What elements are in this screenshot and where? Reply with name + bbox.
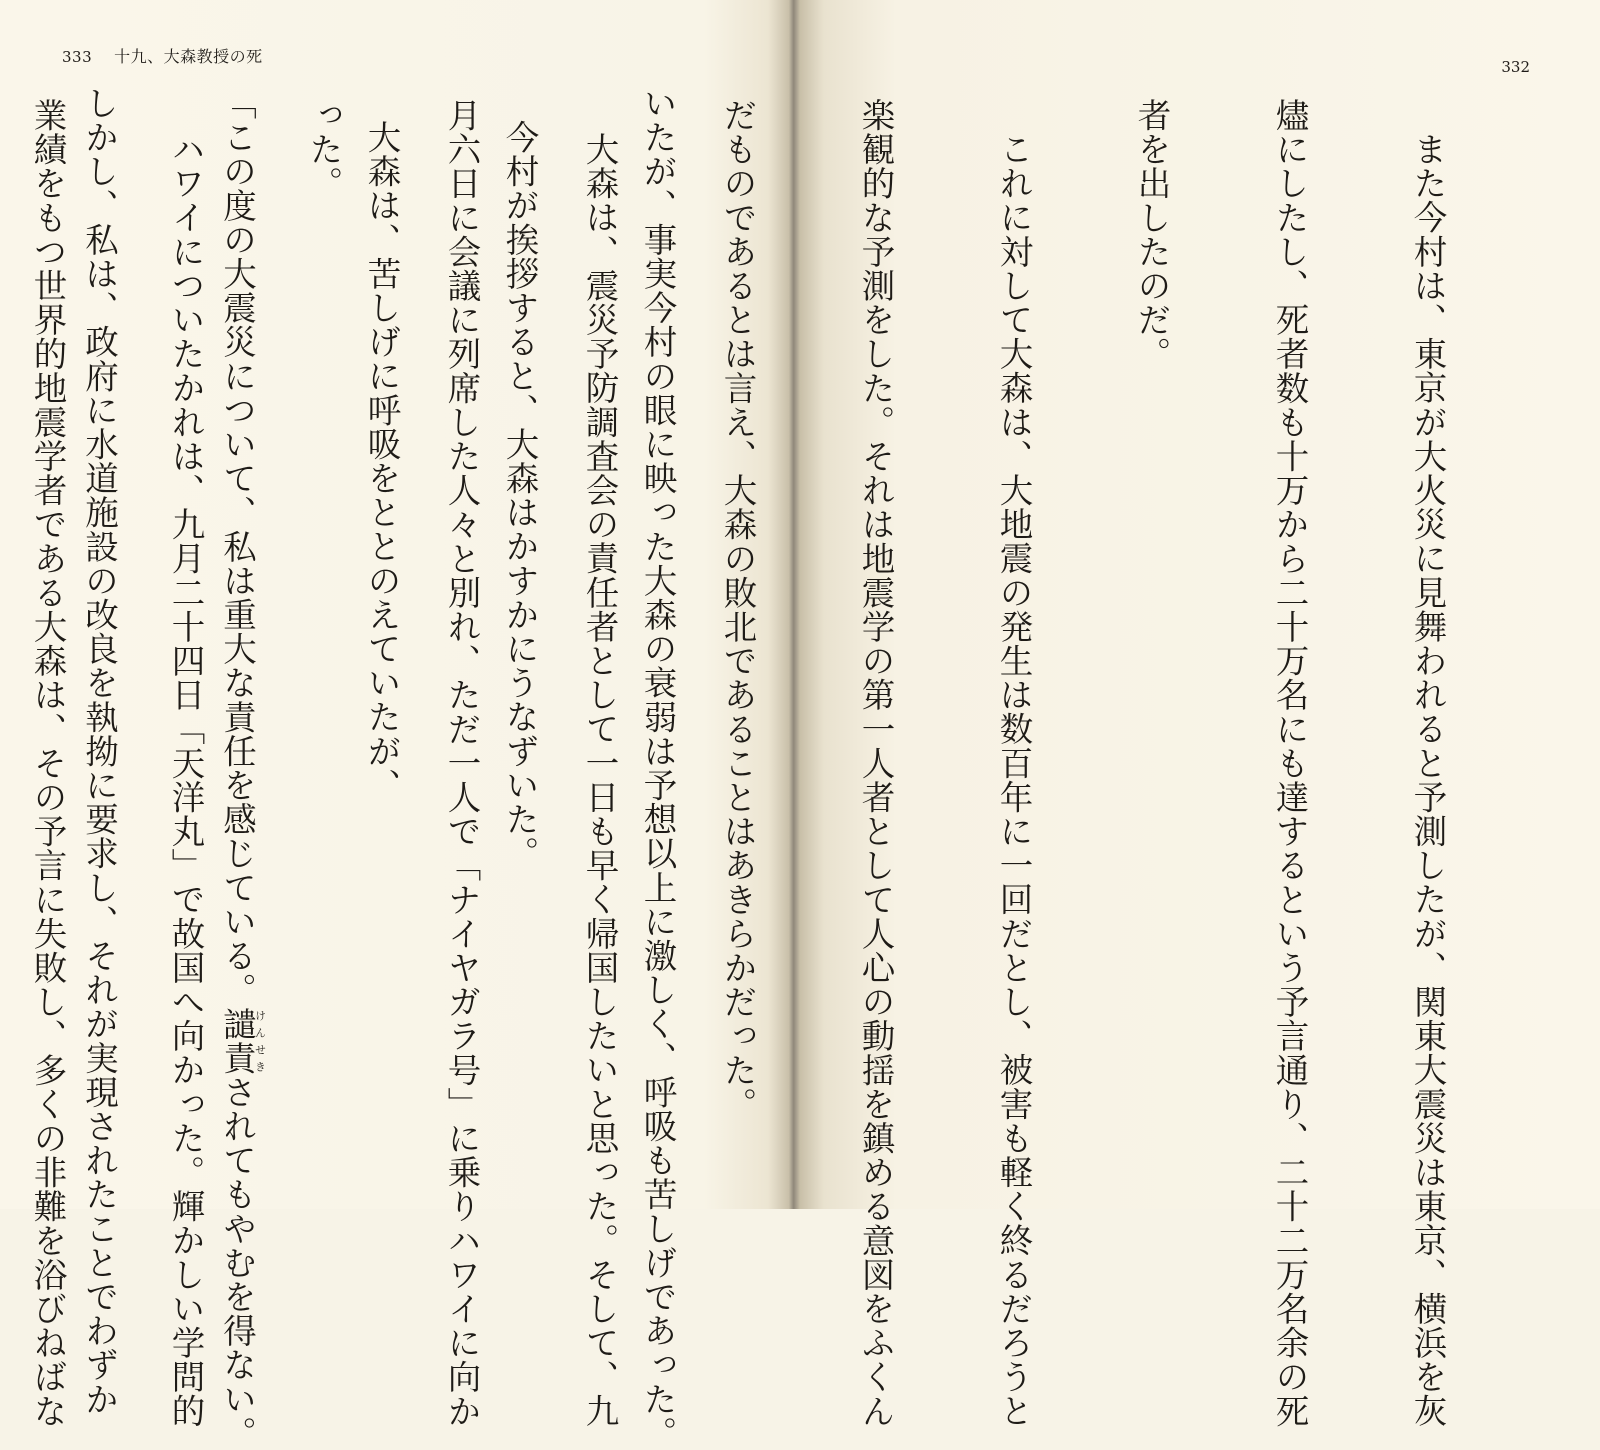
text-line: 「この度の大震災について、私は重大な責任を感じている。譴責けんせきされてもやむを得ない。 xyxy=(217,86,267,1450)
text-line: 今村が挨拶すると、大森はかすかにうなずいた。 xyxy=(500,119,539,870)
page-number: 332 xyxy=(1501,58,1530,76)
text-line: 大森は、震災予防調査会の責任者として一日も早く帰国したいと思った。そして、九 xyxy=(580,131,619,1428)
right-page-header xyxy=(1501,58,1530,76)
text-line: だものであるとは言え、大森の敗北であることはあきらかだった。 xyxy=(718,98,757,1121)
page-number: 333 xyxy=(62,48,93,66)
text-line: 楽観的な予測をした。それは地震学の第一人者として人心の動揺を鎮める意図をふくん xyxy=(856,98,895,1428)
text-line: 月六日に会議に列席した人々と別れ、ただ一人で「ナイヤガラ号」に乗りハワイに向か xyxy=(442,98,481,1428)
ruby-annotation: 譴責けんせき xyxy=(217,1006,267,1075)
right-page-body xyxy=(0,98,1542,1428)
running-title: 十九、大森教授の死 xyxy=(114,47,263,66)
text-line: しかし、私は、政府に水道施設の改良を執拗に要求し、それが実現されたことでわずか xyxy=(79,86,119,1416)
text-line: った。 xyxy=(304,98,343,201)
text-line: また今村は、東京が大火災に見舞われると予測したが、関東大震災は東京、横浜を灰 xyxy=(1408,131,1447,1428)
text-line: 大森は、苦しげに呼吸をととのえていたが、 xyxy=(362,119,401,802)
left-page-header xyxy=(62,44,263,67)
text-line: 者を出したのだ。 xyxy=(1132,98,1171,371)
text-line: 業績をもつ世界的地震学者である大森は、その予言に失敗し、多くの非難を浴びねばな xyxy=(28,98,67,1428)
text-line: いたが、事実今村の眼に映った大森の衰弱は予想以上に激しく、呼吸も苦しげであった。 xyxy=(638,86,677,1450)
text-line: 燼にしたし、死者数も十万から二十万名にも達するという予言通り、二十二万名余の死 xyxy=(1270,98,1309,1428)
text-line: ハワイについたかれは、九月二十四日「天洋丸」で故国へ向かった。輝かしい学問的 xyxy=(166,131,205,1428)
text-line: これに対して大森は、大地震の発生は数百年に一回だとし、被害も軽く終るだろうと xyxy=(994,131,1033,1428)
